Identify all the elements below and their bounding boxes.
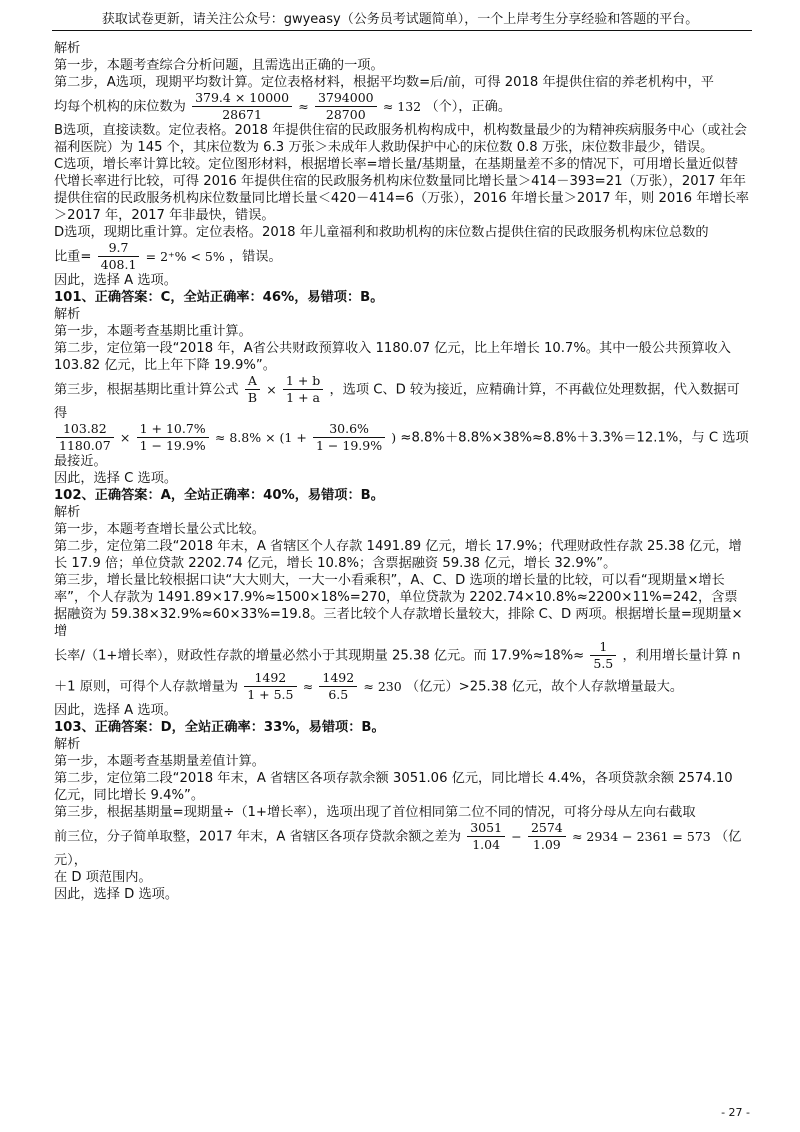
numerator: 1 + 10.7% (137, 422, 209, 438)
denominator: 28671 (222, 107, 262, 122)
math-expression: ≈ 8.8% × (1 + (214, 430, 307, 445)
q100-step2: 第二步，A选项，现期平均数计算。定位表格材料，根据平均数=后/前，可得 2018 年提供住宿的养老机构中，平 (54, 75, 714, 90)
numerator: 9.7 (98, 241, 140, 257)
q101-step1: 第一步，本题考查基期比重计算。 (54, 324, 252, 339)
math-expression: ≈ 132 (382, 99, 422, 114)
q102-step2: 第二步，定位第二段“2018 年末，A 省辖区个人存款 1491.89 亿元，增长 17.9%；代理财政性存款 25.38 亿元，增长 17.9 倍；单位贷款 2202.74 亿元，增长 10.8%；含票据融资 59.38 亿元，增长 32.9%”。 (54, 539, 742, 571)
denominator: 1 + a (286, 390, 320, 405)
q100-option-c: C选项，增长率计算比较。定位图形材料，根据增长率=增长量/基期量，在基期量差不多的情况下，可用增长量近似替代增长率进行比较，可得 2016 年提供住宿的民政服务机构床位数量同比增长量＞414－393=21（万张），2017 年年提供住宿的民政服务机构床位数量同比增长量＜420－414=6（万张），2016 年增长量＞2017 年，则 2016 年增长率＞2017 年，2017 年非最快，错误。 (54, 157, 749, 223)
math-symbol: ) (391, 430, 397, 445)
q101-jiexi: 解析 (54, 307, 81, 322)
fraction (56, 422, 114, 453)
numerator: 1 (590, 640, 616, 656)
denominator: 1 + 5.5 (247, 687, 294, 702)
q101-step3-pre: 第三步，根据基期比重计算公式 (54, 382, 239, 398)
denominator: 6.5 (328, 687, 349, 702)
q103-step2: 第二步，定位第二段“2018 年末，A 省辖区各项存款余额 3051.06 亿元，同比增长 4.4%，各项贷款余额 2574.10 亿元，同比增长 9.4%”。 (54, 771, 733, 803)
numerator: 379.4 × 10000 (192, 91, 292, 107)
q101-step3-post: ，选项 C、D 较为接近，应精确计算，不再截位处理数据，代入数据可得 (54, 382, 740, 421)
fraction (528, 821, 566, 852)
denominator: 1.09 (532, 837, 561, 852)
q101-calculation-line (54, 422, 750, 470)
math-expression: ≈ 2934 − 2361 = 573 (571, 829, 711, 844)
q102-step3c-pre: ＋1 原则，可得个人存款增量为 (54, 679, 239, 695)
fraction (137, 422, 209, 453)
q103-step3-line2 (54, 821, 750, 869)
q101-title: 101、正确答案：C，全站正确率：46%，易错项：B。 (54, 290, 384, 305)
denominator: B (247, 390, 258, 405)
q103-step3b-pre: 前三位，分子简单取整，2017 年末，A 省辖区各项存贷款余额之差为 (54, 829, 462, 845)
q100-step2b-post: （个），正确。 (425, 99, 512, 115)
numerator: 2574 (528, 821, 566, 837)
document-body (54, 40, 750, 903)
page-number: - 27 - (721, 1106, 750, 1119)
q100-option-b: B选项，直接读数。定位表格。2018 年提供住宿的民政服务机构构成中，机构数量最少的为精神疾病服务中心（或社会福利医院）为 145 个，其床位数为 6.3 万张＞未成年人救助保护中心的床位数 0.8 万张，床位数非最少，错误。 (54, 123, 747, 155)
q100-optD2-post: ，错误。 (228, 249, 282, 265)
fraction (590, 640, 616, 671)
fraction (192, 91, 292, 122)
q100-option-d-formula-line (54, 241, 750, 272)
fraction (467, 821, 505, 852)
q103-step3b-post: （亿元）， (54, 829, 742, 868)
q100-step2b-pre: 均每个机构的床位数为 (54, 99, 186, 115)
q103-title: 103、正确答案：D，全站正确率：33%，易错项：B。 (54, 720, 385, 735)
q102-title: 102、正确答案：A，全站正确率：40%，易错项：B。 (54, 488, 384, 503)
denominator: 1180.07 (59, 438, 111, 453)
q103-step3c: 在 D 项范围内。 (54, 870, 152, 885)
denominator: 5.5 (593, 656, 614, 671)
q102-step3c-post: （亿元）>25.38 亿元，故个人存款增量最大。 (405, 679, 684, 695)
fraction (315, 91, 377, 122)
fraction (98, 241, 140, 272)
q101-calc-tail: ≈8.8%＋8.8%×38%≈8.8%＋3.3%＝12.1%，与 C 选项最接近。 (54, 430, 749, 469)
q102-step3b-post: ，利用增长量计算 n (622, 648, 741, 664)
fraction (319, 671, 357, 702)
q102-step3-line2 (54, 640, 750, 671)
fraction (313, 422, 385, 453)
fraction (245, 374, 260, 405)
q100-step1: 第一步，本题考查综合分析问题，且需选出正确的一项。 (54, 58, 384, 73)
header-banner: 获取试卷更新，请关注公众号：gwyeasy（公务员考试题简单），一个上岸考生分享经验和答题的平台。 (101, 12, 699, 27)
q100-step2-formula-line (54, 91, 750, 122)
denominator: 408.1 (100, 257, 137, 272)
fraction (244, 671, 296, 702)
denominator: 1.04 (472, 837, 501, 852)
numerator: 30.6% (313, 422, 385, 438)
q101-step2: 第二步，定位第一段“2018 年，A省公共财政预算收入 1180.07 亿元，比上年增长 10.7%。其中一般公共预算收入 103.82 亿元，比上年下降 19.9%”。 (54, 341, 731, 373)
q103-step1: 第一步，本题考查基期量差值计算。 (54, 754, 265, 769)
q102-step3b-pre: 长率/（1+增长率），财政性存款的增量必然小于其现期量 25.38 亿元。而 17.9%≈18%≈ (54, 648, 585, 664)
q101-step3 (54, 374, 750, 422)
math-expression: = 2⁺% < 5% (145, 249, 225, 264)
numerator: 1492 (244, 671, 296, 687)
q102-step3: 第三步，增长量比较根据口诀“大大则大，一大一小看乘积”，A、C、D 选项的增长量的比较，可以看“现期量×增长率”，个人存款为 1491.89×17.9%≈1500×18%=270，单位贷款为 2202.74×10.8%≈2200×11%=242，含票据融资为 59.38×32.9%≈60×33%=19.8。三者比较个人存款增长量较大，排除 C、D 两项。根据增长量=现期量×增 (54, 573, 743, 639)
math-symbol: ≈ (298, 99, 309, 114)
q103-jiexi: 解析 (54, 737, 81, 752)
q100-optD2-pre: 比重= (54, 249, 92, 265)
header-rule (52, 30, 752, 31)
numerator: 1492 (319, 671, 357, 687)
denominator: 1 − 19.9% (139, 438, 206, 453)
math-symbol: ≈ (302, 679, 314, 694)
math-symbol: × (119, 430, 131, 445)
fraction (283, 374, 323, 405)
numerator: 1 + b (283, 374, 323, 390)
numerator: A (245, 374, 260, 390)
math-expression: ≈ 230 (363, 679, 402, 694)
denominator: 28700 (325, 107, 366, 122)
q100-jiexi: 解析 (54, 41, 81, 56)
numerator: 3794000 (315, 91, 377, 107)
q102-step3-line3 (54, 671, 750, 702)
q100-conclusion: 因此，选择 A 选项。 (54, 273, 177, 288)
q102-step1: 第一步，本题考查增长量公式比较。 (54, 522, 265, 537)
q103-conclusion: 因此，选择 D 选项。 (54, 887, 179, 902)
q103-step3: 第三步，根据基期量=现期量÷（1+增长率），选项出现了首位相同第二位不同的情况，可将分母从左向右截取 (54, 805, 696, 820)
q100-option-d: D选项，现期比重计算。定位表格。2018 年儿童福利和救助机构的床位数占提供住宿的民政服务机构床位总数的 (54, 225, 709, 240)
numerator: 103.82 (56, 422, 114, 438)
q102-jiexi: 解析 (54, 505, 81, 520)
q102-conclusion: 因此，选择 A 选项。 (54, 703, 177, 718)
math-symbol: − (511, 829, 522, 844)
numerator: 3051 (467, 821, 505, 837)
math-symbol: × (266, 382, 277, 397)
denominator: 1 − 19.9% (316, 438, 383, 453)
q101-conclusion: 因此，选择 C 选项。 (54, 471, 178, 486)
